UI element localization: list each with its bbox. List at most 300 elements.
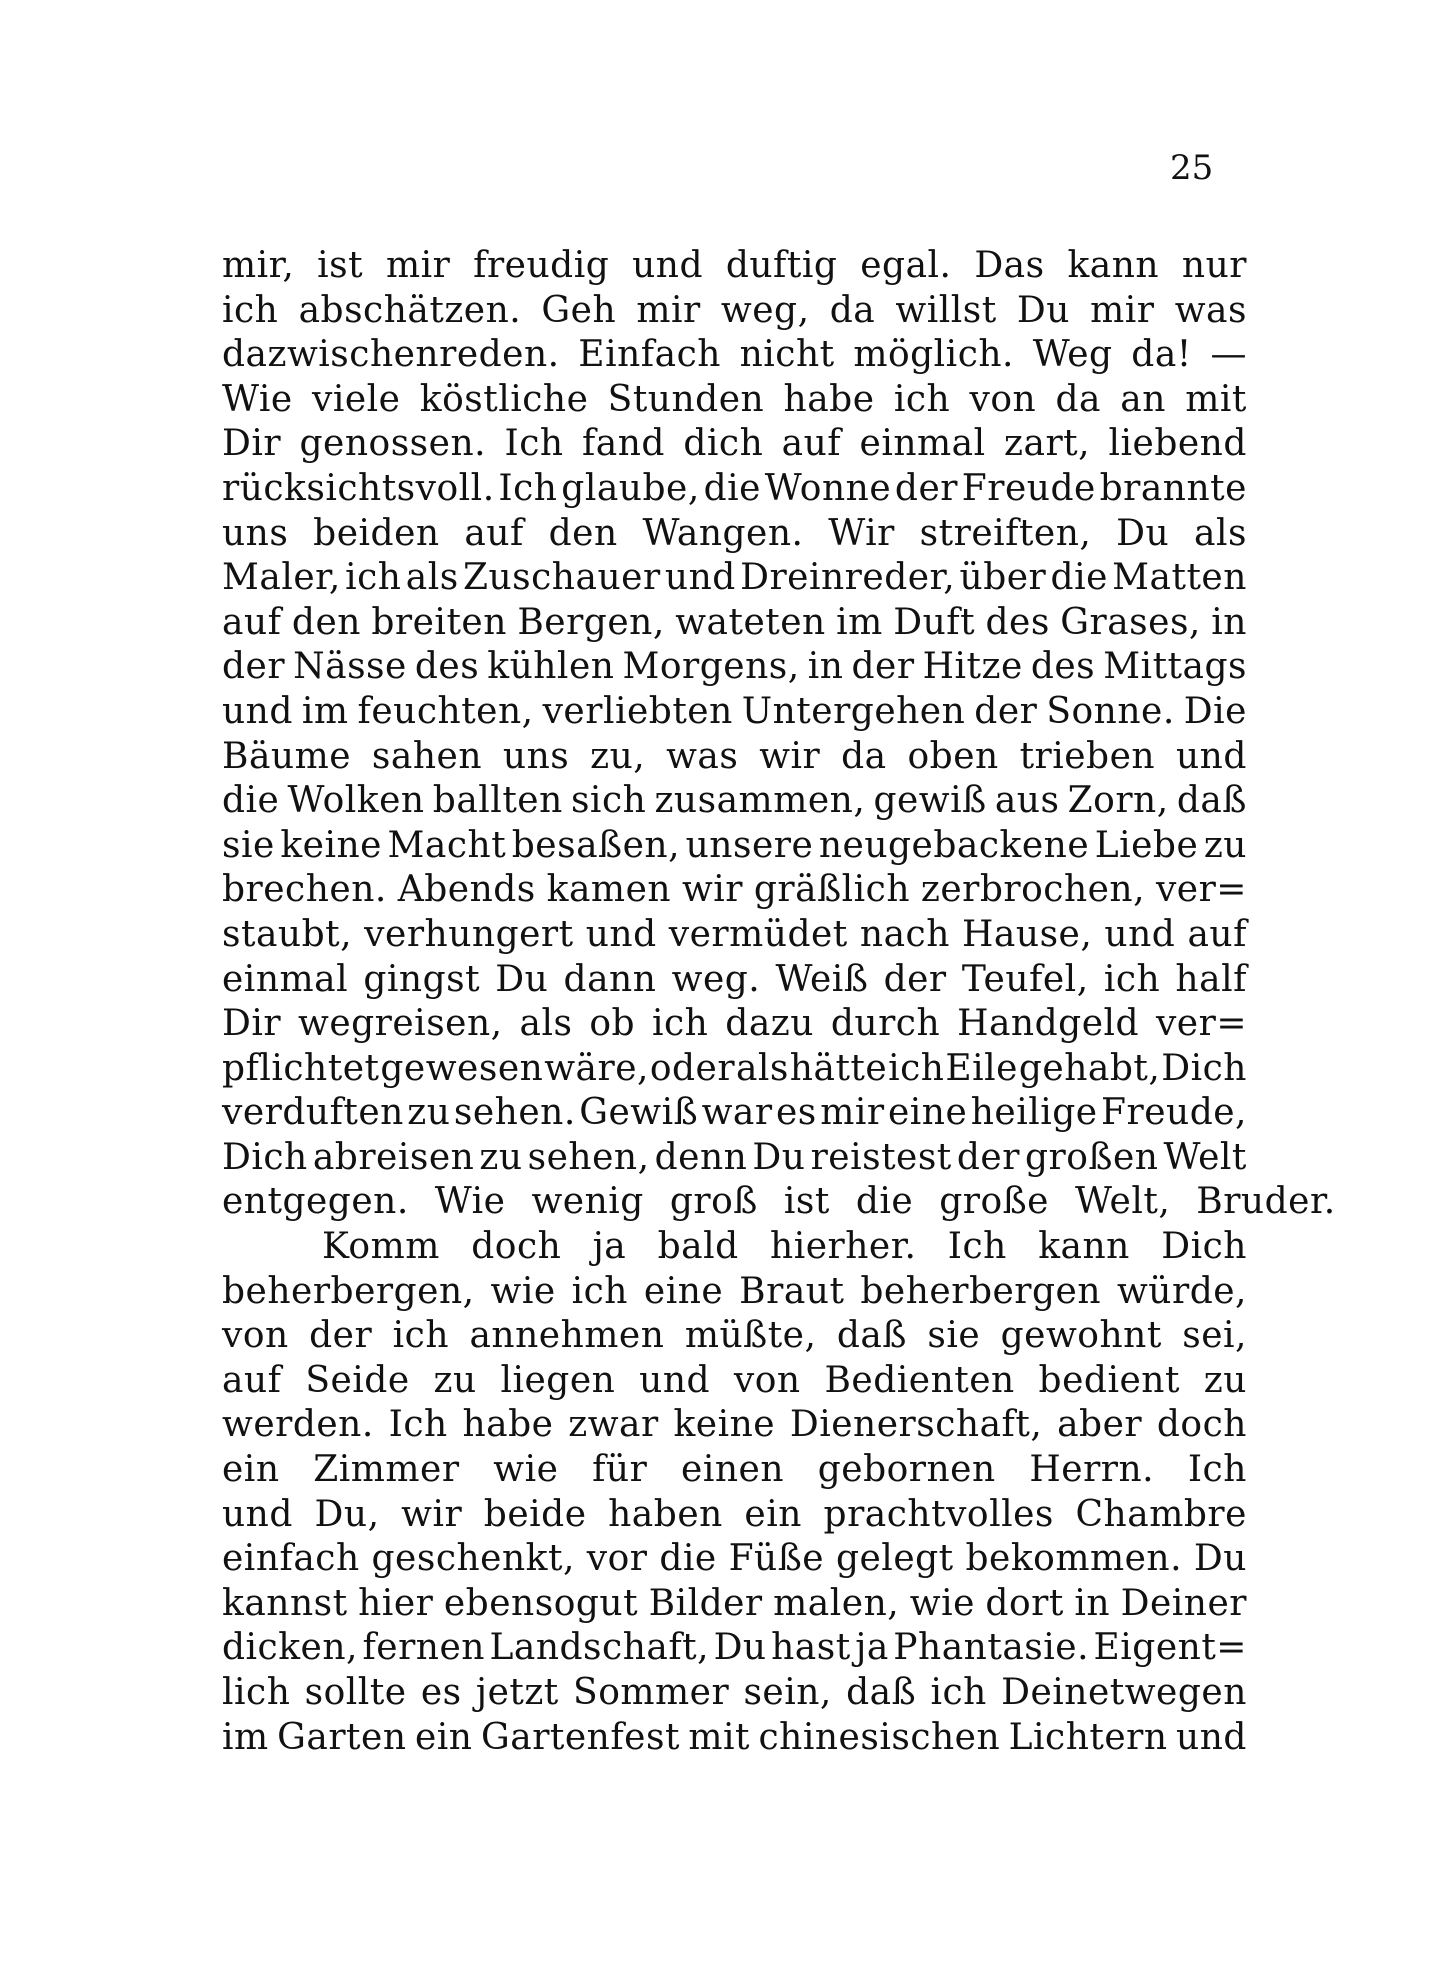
word: aber — [1057, 1404, 1143, 1446]
word: Untergehen — [741, 690, 966, 732]
word: zu — [479, 1136, 523, 1178]
word: Mittags — [1103, 646, 1247, 688]
word: duftig — [725, 245, 838, 286]
word: Bäume — [222, 735, 352, 777]
word: und — [632, 245, 703, 286]
word: willst — [895, 289, 997, 331]
word: dicken, — [222, 1627, 358, 1669]
word: half — [1175, 958, 1247, 1000]
word: verliebten — [542, 690, 733, 732]
word: zusammen, — [654, 780, 866, 822]
word: abreisen — [312, 1136, 475, 1178]
word: uns — [222, 512, 289, 554]
word: Ich — [504, 423, 564, 465]
word: wie — [490, 1270, 556, 1312]
word: einen — [681, 1449, 785, 1491]
word: unsere — [685, 824, 814, 866]
word: sei, — [1182, 1315, 1247, 1357]
word: Deiner — [1120, 1582, 1247, 1624]
word: großen — [1025, 1136, 1159, 1178]
word: uns — [502, 735, 570, 777]
word: Wonne — [764, 467, 892, 509]
word: Das — [974, 245, 1045, 286]
word: über — [959, 557, 1047, 599]
word: ich — [893, 378, 951, 420]
word: sie — [222, 824, 275, 866]
word: Liebe — [1094, 824, 1199, 866]
word: wenig — [531, 1181, 644, 1223]
word: Wie — [222, 378, 293, 420]
word: Ich — [498, 467, 558, 509]
word: zerbrochen, — [920, 869, 1146, 911]
word: wir — [681, 869, 743, 911]
word: heilige — [970, 1092, 1098, 1134]
word: mir — [820, 1092, 885, 1134]
text-line — [222, 1448, 1247, 1493]
word: Einfach — [578, 334, 721, 376]
word: ein — [744, 1493, 802, 1535]
word: gewohnt — [1000, 1315, 1162, 1357]
word: die — [1050, 557, 1108, 599]
text-line — [222, 645, 1247, 690]
word: weg, — [720, 289, 810, 331]
word: sollte — [304, 1672, 407, 1713]
word: abschätzen. — [298, 289, 522, 331]
word: daß — [836, 1315, 907, 1357]
word: im — [301, 690, 349, 732]
word: ob — [589, 1003, 636, 1045]
word: Stunden — [607, 378, 765, 420]
word: den — [548, 512, 618, 554]
word: sehen. — [453, 1092, 576, 1134]
word: chinesischen — [758, 1716, 1001, 1758]
word: Seide — [305, 1359, 410, 1401]
text-line — [222, 868, 1247, 913]
word: Deinetwegen — [1001, 1672, 1247, 1713]
word: auf — [1187, 913, 1247, 955]
word: ich — [1103, 958, 1161, 1000]
word: Sonne. — [1046, 690, 1175, 732]
word: und — [222, 690, 293, 732]
word: Geh — [541, 289, 617, 331]
word: zart, — [1004, 423, 1091, 465]
word: des — [414, 646, 480, 688]
word: ja — [592, 1226, 627, 1268]
text-line — [222, 1493, 1247, 1538]
word: als — [519, 1003, 573, 1045]
word: Bilder — [648, 1582, 763, 1624]
text-line — [222, 1671, 1247, 1716]
word: beherbergen, — [222, 1270, 475, 1312]
text-line — [222, 512, 1247, 557]
word: lich — [222, 1672, 291, 1713]
word: möglich. — [853, 334, 1014, 376]
word: Du, — [314, 1493, 380, 1535]
word: Lichtern — [1008, 1716, 1168, 1758]
word: Zimmer — [313, 1449, 460, 1491]
word: ist — [317, 245, 364, 286]
word: vor — [586, 1538, 648, 1580]
word: Du — [1116, 512, 1170, 554]
text-line — [222, 824, 1247, 869]
word: Phantasie. — [893, 1627, 1090, 1669]
text-line — [222, 556, 1247, 601]
word: habe — [783, 378, 875, 420]
word: oder — [649, 1047, 736, 1089]
word: Dir — [222, 1003, 282, 1045]
word: Bedienten — [824, 1359, 1015, 1401]
word: daß — [846, 1672, 917, 1713]
word: der — [883, 958, 947, 1000]
word: wegreisen, — [298, 1003, 503, 1045]
word: der — [974, 690, 1038, 732]
page-number: 25 — [1170, 148, 1214, 188]
word: Dir — [222, 423, 282, 465]
word: wateten — [675, 601, 826, 643]
word: der — [222, 646, 286, 688]
word: Matten — [1112, 557, 1247, 599]
word: auf — [464, 512, 524, 554]
word: bekommen. — [965, 1538, 1183, 1580]
word: Du — [1193, 1538, 1247, 1580]
word: Weg — [1032, 334, 1113, 376]
word: in — [807, 646, 844, 688]
word: Bruder. — [1196, 1181, 1336, 1223]
word: zu — [433, 1359, 477, 1401]
word: ich — [652, 1003, 709, 1045]
word: Gewiß — [579, 1092, 699, 1134]
word: Dreinreder, — [740, 557, 956, 599]
word: hätte — [789, 1047, 888, 1089]
word: Wangen. — [642, 512, 804, 554]
word: sein, — [743, 1672, 832, 1713]
word: die — [222, 780, 280, 822]
text-line — [222, 779, 1247, 824]
word: große — [939, 1181, 1049, 1223]
word: genossen. — [299, 423, 487, 465]
text-line — [222, 289, 1247, 334]
word: Morgens, — [622, 646, 800, 688]
text-line — [222, 1359, 1247, 1404]
word: annehmen — [469, 1315, 665, 1357]
word: bald — [657, 1226, 739, 1268]
text-line — [222, 1047, 1247, 1092]
word: Garten — [277, 1716, 407, 1758]
word: da — [829, 289, 876, 331]
word: pflichtet — [222, 1047, 380, 1089]
word: doch — [1156, 1404, 1247, 1446]
word: glaube, — [561, 467, 700, 509]
word: ich — [222, 289, 279, 331]
word: beherbergen — [860, 1270, 1102, 1312]
word: viele — [311, 378, 401, 420]
word: Braut — [739, 1270, 845, 1312]
word: streiften, — [919, 512, 1092, 554]
word: auf — [222, 1359, 282, 1401]
word: kannst — [222, 1582, 348, 1624]
word: dazwischenreden. — [222, 334, 560, 376]
word: ich — [345, 557, 402, 599]
word: Grases, — [1060, 601, 1201, 643]
word: und — [664, 557, 736, 599]
word: Wie — [434, 1181, 506, 1223]
word: aus — [994, 780, 1060, 822]
word: hier — [358, 1582, 434, 1624]
word: Die — [1183, 690, 1247, 732]
word: der — [894, 467, 958, 509]
word: mir — [385, 245, 451, 286]
word: groß — [669, 1181, 758, 1223]
text-line — [222, 1225, 1247, 1270]
word: köstliche — [419, 378, 589, 420]
word: kann — [1038, 1226, 1130, 1268]
word: reistest — [810, 1136, 952, 1178]
word: Welt — [1163, 1136, 1247, 1178]
word: feuchten, — [357, 690, 534, 732]
word: mir — [636, 289, 701, 331]
word: Hause, — [962, 913, 1093, 955]
word: Ich — [388, 1404, 448, 1446]
word: hast — [771, 1627, 851, 1669]
word: sie — [927, 1315, 981, 1357]
word: Handgeld — [957, 1003, 1140, 1045]
word: mir, — [222, 245, 295, 286]
word: nicht — [739, 334, 835, 376]
word: ist — [783, 1181, 830, 1223]
word: doch — [471, 1226, 562, 1268]
word: ich — [888, 1047, 945, 1089]
word: und — [1176, 1716, 1247, 1758]
word: jetzt — [475, 1672, 559, 1713]
word: sich — [570, 780, 647, 822]
word: oben — [907, 735, 999, 777]
word: da! — [1131, 334, 1192, 376]
word: gewiß — [873, 780, 987, 822]
word: wie — [493, 1449, 559, 1491]
word: einmal — [222, 958, 349, 1000]
word: es — [420, 1672, 462, 1713]
word: der — [851, 646, 915, 688]
word: den — [291, 601, 361, 643]
word: entgegen. — [222, 1181, 409, 1223]
word: hierher. — [770, 1226, 917, 1268]
word: kühlen — [487, 646, 615, 688]
word: ein — [414, 1716, 473, 1758]
word: Wir — [828, 512, 895, 554]
word: beide — [483, 1493, 587, 1535]
text-line — [222, 601, 1247, 646]
word: eine — [643, 1270, 724, 1312]
text-line — [222, 1537, 1247, 1582]
word: wie — [909, 1582, 975, 1624]
word: vermüdet — [668, 913, 848, 955]
word: weg. — [671, 958, 761, 1000]
word: Dich — [1161, 1047, 1247, 1089]
word: Ich — [1187, 1449, 1247, 1491]
word: einfach — [222, 1538, 360, 1580]
word: als — [1194, 512, 1247, 554]
word: fand — [581, 423, 665, 465]
word: gräßlich — [753, 869, 910, 911]
word: als — [735, 1047, 789, 1089]
word: dann — [563, 958, 657, 1000]
word: da — [1055, 378, 1101, 420]
word: Zorn, — [1067, 780, 1169, 822]
word: ich — [392, 1315, 450, 1357]
word: Hitze — [922, 646, 1023, 688]
word: Zuschauer — [462, 557, 661, 599]
word: Macht — [387, 824, 507, 866]
word: auf — [781, 423, 842, 465]
text-line — [222, 1180, 1336, 1225]
text-line — [222, 1136, 1247, 1181]
word: nach — [859, 913, 950, 955]
word: Landschaft, — [489, 1627, 710, 1669]
word: dich — [683, 423, 764, 465]
text-line — [222, 1314, 1247, 1359]
word: die — [703, 467, 761, 509]
word: brechen. — [222, 869, 387, 911]
word: besaßen, — [511, 824, 681, 866]
word: es — [775, 1092, 817, 1134]
word: wäre, — [544, 1047, 649, 1089]
word: Füße — [728, 1538, 825, 1580]
word: Du — [1016, 289, 1070, 331]
word: wir — [401, 1493, 463, 1535]
word: gelegt — [835, 1538, 954, 1580]
word: des — [1030, 646, 1096, 688]
text-line — [222, 913, 1247, 958]
word: Weiß — [775, 958, 869, 1000]
word: sehen, — [527, 1136, 650, 1178]
word: und — [585, 913, 657, 955]
word: als — [405, 557, 459, 599]
word: zwar — [568, 1404, 659, 1446]
word: in — [1074, 1582, 1111, 1624]
word: neugebackene — [818, 824, 1090, 866]
word: was — [666, 735, 739, 777]
word: von — [222, 1315, 289, 1357]
word: von — [969, 378, 1037, 420]
word: fernen — [362, 1627, 485, 1669]
text-line — [222, 1582, 1247, 1627]
word: an — [1120, 378, 1166, 420]
word: Nässe — [293, 646, 407, 688]
word: beiden — [313, 512, 440, 554]
word: trieben — [1019, 735, 1156, 777]
text-line — [222, 422, 1247, 467]
word: mir — [1090, 289, 1155, 331]
word: auf — [222, 601, 282, 643]
text-line — [222, 735, 1247, 780]
word: haben — [608, 1493, 723, 1535]
text-line — [222, 1091, 1247, 1136]
word: geschenkt, — [371, 1538, 575, 1580]
word: und — [639, 1359, 711, 1401]
word: Abends — [397, 869, 536, 911]
word: wir — [759, 735, 821, 777]
word: Dienerschaft, — [789, 1404, 1043, 1446]
word: gehabt, — [1018, 1047, 1161, 1089]
word: sahen — [371, 735, 483, 777]
word: der — [956, 1136, 1020, 1178]
word: freudig — [473, 245, 610, 286]
word: ver= — [1155, 869, 1247, 911]
word: Du — [752, 1136, 806, 1178]
text-line — [222, 244, 1247, 289]
word: staubt, — [222, 913, 353, 955]
word: ja — [855, 1627, 889, 1669]
word: Eile — [945, 1047, 1018, 1089]
word: Sommer — [573, 1672, 730, 1713]
word: egal. — [860, 245, 952, 286]
word: liegen — [500, 1359, 616, 1401]
word: Freude, — [1101, 1092, 1247, 1134]
word: der — [309, 1315, 373, 1357]
word: kann — [1067, 245, 1160, 286]
word: Du — [495, 958, 549, 1000]
word: verhungert — [364, 913, 574, 955]
word: habe — [462, 1404, 554, 1446]
word: Dich — [222, 1136, 308, 1178]
word: was — [1174, 289, 1247, 331]
word: ich — [930, 1672, 987, 1713]
word: keine — [673, 1404, 776, 1446]
word: keine — [280, 824, 382, 866]
word: ballten — [432, 780, 563, 822]
word: nur — [1181, 245, 1247, 286]
body-text — [222, 244, 1336, 1760]
word: ebensogut — [443, 1582, 639, 1624]
text-line — [222, 1716, 1247, 1761]
word: da — [841, 735, 887, 777]
word: Bergen, — [517, 601, 665, 643]
word: Komm — [322, 1226, 440, 1268]
text-line — [222, 1626, 1247, 1671]
word: gebornen — [817, 1449, 996, 1491]
word: Duft — [893, 601, 976, 643]
text-line — [222, 467, 1247, 512]
word: Maler, — [222, 557, 341, 599]
text-line — [222, 333, 1247, 378]
word: zu, — [590, 735, 646, 777]
word: im — [836, 601, 883, 643]
word: Ich — [947, 1226, 1007, 1268]
word: Chambre — [1075, 1493, 1247, 1535]
text-line — [222, 1403, 1247, 1448]
text-line — [222, 690, 1247, 735]
word: ver= — [1155, 1003, 1247, 1045]
word: verduften — [222, 1092, 404, 1134]
word: zu — [407, 1092, 451, 1134]
word: durch — [830, 1003, 941, 1045]
word: Eigent= — [1093, 1627, 1247, 1669]
word: dazu — [725, 1003, 814, 1045]
word: mit — [1185, 378, 1247, 420]
word: Teufel, — [961, 958, 1089, 1000]
word: Welt, — [1074, 1181, 1171, 1223]
word: gewesen — [380, 1047, 544, 1089]
word: kamen — [546, 869, 672, 911]
word: bedient — [1038, 1359, 1180, 1401]
text-line — [222, 1002, 1247, 1047]
word: Dich — [1161, 1226, 1247, 1268]
word: — — [1210, 334, 1247, 376]
word: des — [985, 601, 1050, 643]
word: in — [1211, 601, 1247, 643]
word: von — [733, 1359, 801, 1401]
word: die — [659, 1538, 717, 1580]
